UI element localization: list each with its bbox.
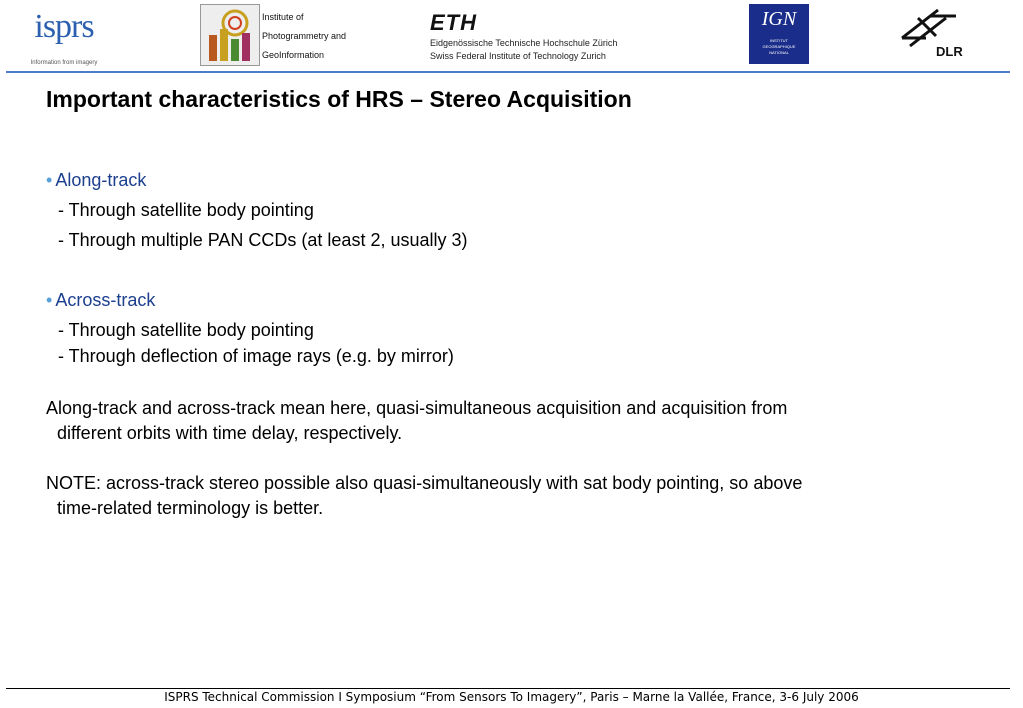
header-divider <box>6 71 1010 73</box>
ign-subtitle-line: GEOGRAPHIQUE <box>762 44 796 49</box>
bullet-dot-icon: • <box>46 290 53 310</box>
sub-item: - Through satellite body pointing <box>58 320 314 340</box>
paragraph-note <box>46 471 986 521</box>
footer-text: ISPRS Technical Commission I Symposium “From Sensors To Imagery”, Paris – Marne la Vallée, France, 3-6 July 2006 <box>164 690 859 704</box>
ipi-name-line: Photogrammetry and <box>262 31 347 41</box>
eth-name-english: Swiss Federal Institute of Technology Zurich <box>430 51 606 61</box>
bullet-heading: Across-track <box>55 290 156 310</box>
ign-subtitle-line: INSTITUT <box>770 38 788 43</box>
ipi-logo-image <box>200 4 260 66</box>
paragraph-line: different orbits with time delay, respectively. <box>57 423 403 443</box>
ign-logo <box>749 4 809 64</box>
ign-subtitle-line: NATIONAL <box>769 50 789 55</box>
paragraph-line: Along-track and across-track mean here, quasi-simultaneous acquisition and acquisition from <box>46 398 788 418</box>
bullet-across-track <box>46 290 155 311</box>
isprs-logo <box>18 8 110 70</box>
bullet-along-track <box>46 170 146 191</box>
sub-item: - Through deflection of image rays (e.g. by mirror) <box>58 346 454 366</box>
isprs-logo-word: isprs <box>34 8 94 45</box>
footer-divider <box>6 688 1010 689</box>
ipi-logo-icon <box>201 5 259 65</box>
ign-logo-subtitle <box>749 38 809 56</box>
bullet-dot-icon: • <box>46 170 53 190</box>
ipi-name-line: GeoInformation <box>262 50 325 60</box>
bullet-heading: Along-track <box>55 170 147 190</box>
sub-item: - Through satellite body pointing <box>58 200 314 220</box>
eth-logo-mark: ETH <box>430 10 477 35</box>
slide-title: Important characteristics of HRS – Stereo Acquisition <box>46 86 632 112</box>
ipi-institute-name <box>262 8 382 65</box>
paragraph-definition <box>46 396 986 446</box>
sub-item: - Through multiple PAN CCDs (at least 2, usually 3) <box>58 230 468 250</box>
ign-logo-mark: IGN <box>761 8 797 30</box>
paragraph-line: NOTE: across-track stereo possible also quasi-simultaneously with sat body pointing, so above <box>46 473 803 493</box>
paragraph-line: time-related terminology is better. <box>57 498 324 518</box>
ipi-name-line: Institute of <box>262 12 304 22</box>
isprs-logo-tagline: Information from imagery <box>30 60 98 66</box>
dlr-wordmark: DLR <box>936 44 963 59</box>
eth-name-german: Eidgenössische Technische Hochschule Zürich <box>430 38 618 48</box>
